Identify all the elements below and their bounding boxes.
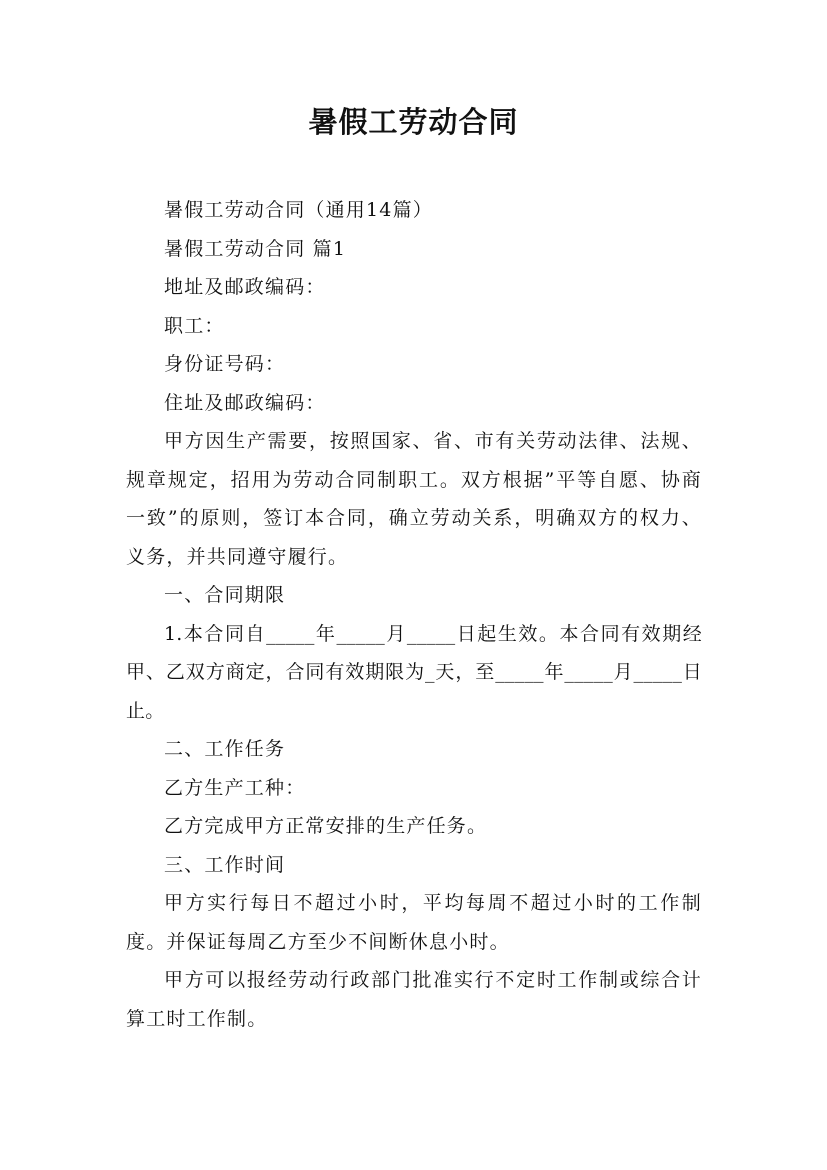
paragraph-preamble: 甲方因生产需要，按照国家、省、市有关劳动法律、法规、规章规定，招用为劳动合同制职工。双方根据”平等自愿、协商一致”的原则，签订本合同，确立劳动关系，明确双方的权力、义务，并共同遵守履行。 [126,430,702,568]
paragraph-term-heading: 一、合同期限 [164,584,286,606]
document-body [126,191,702,1038]
paragraph-section-heading: 暑假工劳动合同 篇1 [164,237,347,260]
document-title: 暑假工劳动合同 [308,105,519,139]
paragraph-address: 地址及邮政编码： [164,276,326,298]
paragraph-job-type: 乙方生产工种： [164,776,306,799]
paragraph-id-number: 身份证号码： [164,353,286,375]
paragraph-term-clause: 1.本合同自_____年_____月_____日起生效。本合同有效期经甲、乙双方商定，合同有效期限为_天，至_____年_____月_____日止。 [126,622,702,722]
paragraph-hours-heading: 三、工作时间 [164,853,286,876]
paragraph-employee: 职工： [164,314,225,337]
paragraph-residence: 住址及邮政编码： [164,391,326,414]
paragraph-flexible-hours: 甲方可以报经劳动行政部门批准实行不定时工作制或综合计算工时工作制。 [126,969,702,1030]
paragraph-subtitle: 暑假工劳动合同（通用14篇） [164,199,433,221]
paragraph-hours-clause: 甲方实行每日不超过小时，平均每周不超过小时的工作制度。并保证每周乙方至少不间断休息小时。 [126,892,702,953]
paragraph-task-heading: 二、工作任务 [164,738,286,760]
paragraph-task-clause: 乙方完成甲方正常安排的生产任务。 [164,815,488,837]
